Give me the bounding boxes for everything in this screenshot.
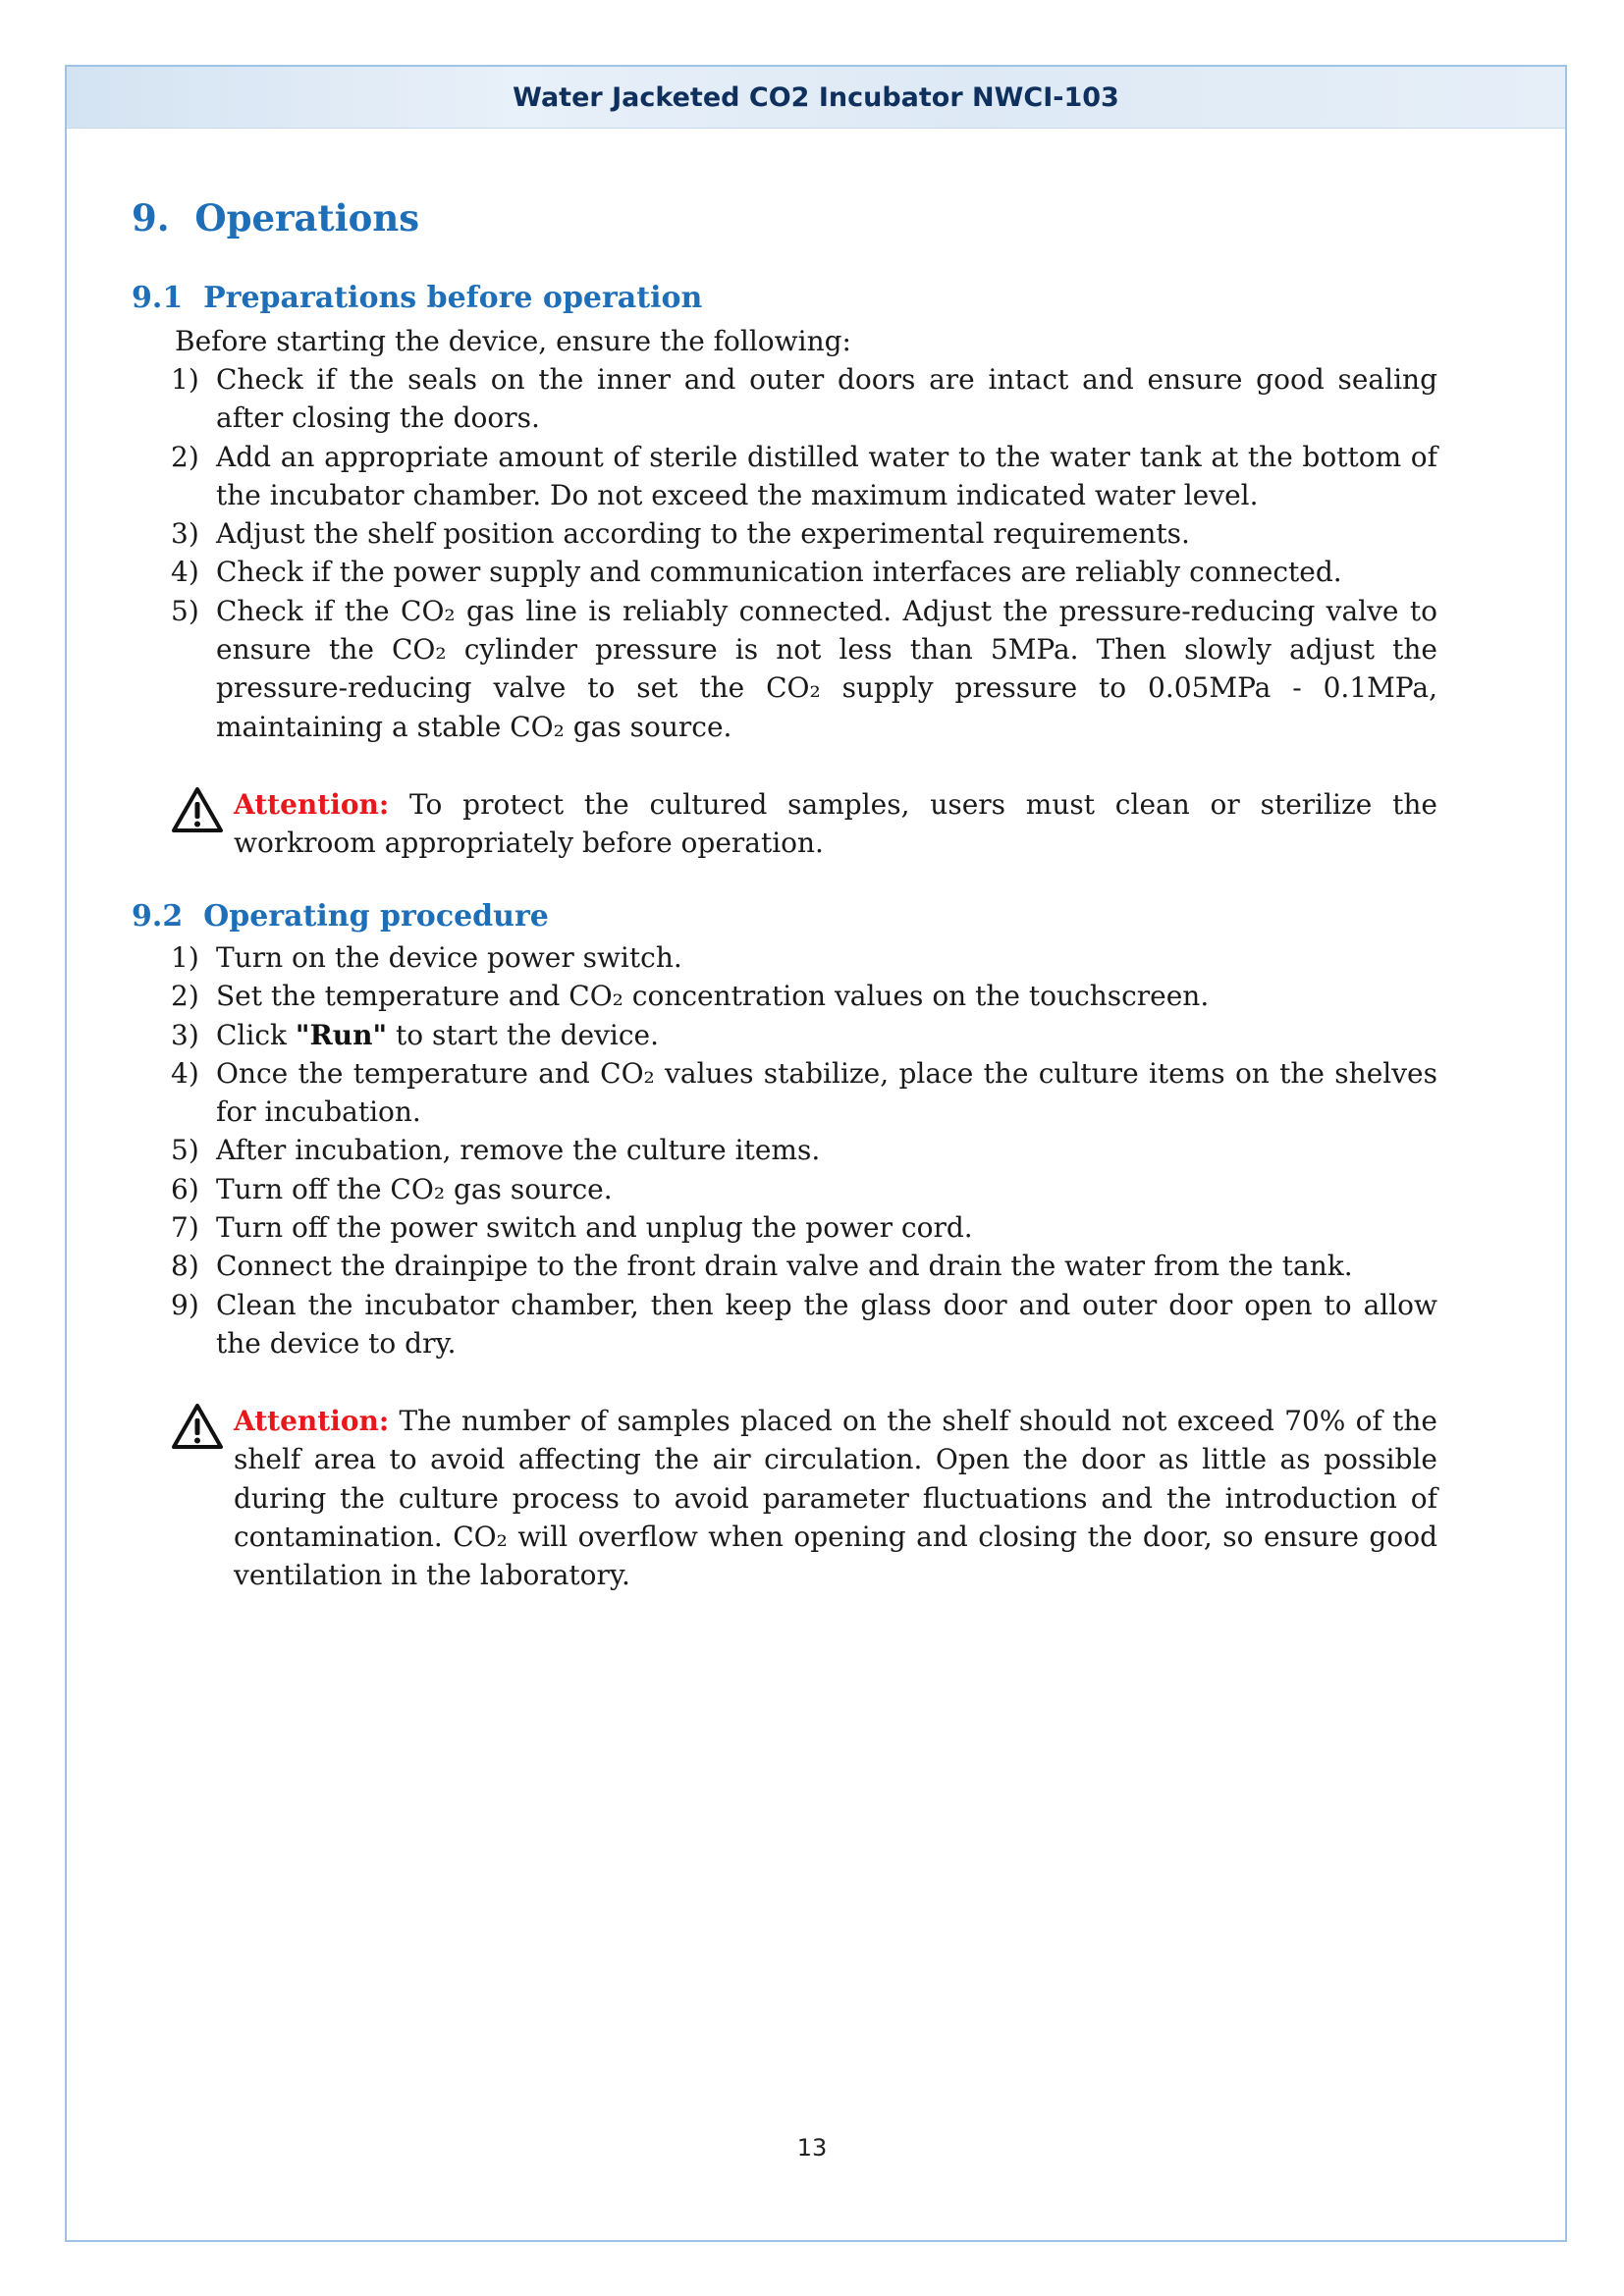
item-text: Add an appropriate amount of sterile distilled water to the water tank at the bottom of the incubator chamber. Do not exceed the maximum indicated water level. bbox=[216, 440, 1437, 511]
item-number: 7) bbox=[171, 1211, 199, 1245]
item-text: Turn off the CO₂ gas source. bbox=[216, 1172, 613, 1205]
subsection-number: 9.2 bbox=[132, 899, 184, 934]
list-item bbox=[171, 1054, 1437, 1132]
item-number: 3) bbox=[171, 517, 199, 551]
item-number: 8) bbox=[171, 1250, 199, 1283]
intro-paragraph: Before starting the device, ensure the following: bbox=[175, 325, 851, 357]
item-number: 5) bbox=[171, 594, 199, 627]
procedure-list bbox=[171, 938, 1437, 1362]
run-label: "Run" bbox=[295, 1018, 388, 1051]
list-item bbox=[171, 592, 1437, 746]
subsection-number: 9.1 bbox=[132, 281, 184, 315]
warning-triangle-icon bbox=[171, 785, 224, 834]
section-heading bbox=[132, 196, 419, 240]
item-number: 1) bbox=[171, 363, 199, 396]
item-text: Turn off the power switch and unplug the power cord. bbox=[216, 1211, 973, 1245]
item-number: 4) bbox=[171, 1056, 199, 1090]
section-title: Operations bbox=[194, 196, 420, 240]
item-number: 3) bbox=[171, 1018, 199, 1051]
item-number: 5) bbox=[171, 1134, 199, 1167]
item-number: 6) bbox=[171, 1172, 199, 1205]
attention-label: Attention: bbox=[234, 788, 390, 821]
item-text: Turn on the device power switch. bbox=[216, 941, 682, 974]
attention-body: The number of samples placed on the shelf should not exceed 70% of the shelf area to avoid affecting the air circulation. Open the door as little as possible during the culture process to avoid parameter fluctuations and the introduction of contamination. CO₂ will overflow when opening and closing the door, so ensure good ventilation in the laboratory. bbox=[234, 1405, 1437, 1592]
item-text: Set the temperature and CO₂ concentration values on the touchscreen. bbox=[216, 980, 1210, 1013]
list-item bbox=[171, 553, 1437, 591]
item-number: 2) bbox=[171, 980, 199, 1013]
item-number: 1) bbox=[171, 941, 199, 974]
item-text-pre: Click bbox=[216, 1018, 296, 1051]
subsection-title: Operating procedure bbox=[203, 899, 549, 934]
subsection-heading-9-1 bbox=[132, 281, 702, 315]
item-text: Once the temperature and CO₂ values stabilize, place the culture items on the shelves for incubation. bbox=[216, 1056, 1437, 1129]
subsection-title: Preparations before operation bbox=[203, 281, 703, 315]
item-number: 4) bbox=[171, 556, 199, 589]
list-item bbox=[171, 1286, 1437, 1363]
attention-text bbox=[234, 785, 1437, 863]
page-header bbox=[67, 67, 1565, 129]
warning-triangle-icon bbox=[171, 1402, 224, 1451]
list-item bbox=[171, 514, 1437, 553]
item-text: Check if the power supply and communication interfaces are reliably connected. bbox=[216, 556, 1342, 589]
list-item bbox=[171, 1247, 1437, 1285]
list-item bbox=[171, 938, 1437, 977]
item-text: Connect the drainpipe to the front drain valve and drain the water from the tank. bbox=[216, 1250, 1353, 1283]
list-item bbox=[171, 360, 1437, 438]
item-number: 9) bbox=[171, 1288, 199, 1321]
item-text-post: to start the device. bbox=[387, 1018, 659, 1051]
item-text: After incubation, remove the culture items. bbox=[216, 1134, 821, 1167]
list-item bbox=[171, 438, 1437, 515]
list-item bbox=[171, 1131, 1437, 1169]
attention-body: To protect the cultured samples, users must clean or sterilize the workroom appropriately before operation. bbox=[234, 788, 1437, 860]
list-item bbox=[171, 1016, 1437, 1054]
attention-text bbox=[234, 1402, 1437, 1594]
list-item bbox=[171, 1208, 1437, 1247]
item-text: Adjust the shelf position according to the experimental requirements. bbox=[216, 517, 1190, 551]
list-item bbox=[171, 1170, 1437, 1208]
list-item bbox=[171, 977, 1437, 1015]
item-text: Check if the seals on the inner and outer doors are intact and ensure good sealing after closing the doors. bbox=[216, 363, 1437, 435]
item-text: Check if the CO₂ gas line is reliably connected. Adjust the pressure-reducing valve to ensure the CO₂ cylinder pressure is not less than 5MPa. Then slowly adjust the pressure-reducing valve to set the CO₂ supply pressure to 0.05MPa - 0.1MPa, maintaining a stable CO₂ gas source. bbox=[216, 594, 1437, 743]
subsection-heading-9-2 bbox=[132, 899, 549, 934]
item-number: 2) bbox=[171, 440, 199, 473]
preparation-list bbox=[171, 360, 1437, 746]
header-title: Water Jacketed CO2 Incubator NWCI-103 bbox=[513, 81, 1119, 113]
attention-label: Attention: bbox=[234, 1405, 390, 1437]
page-number: 13 bbox=[796, 2134, 828, 2162]
item-text: Clean the incubator chamber, then keep the glass door and outer door open to allow the device to dry. bbox=[216, 1288, 1437, 1360]
section-number: 9. bbox=[132, 196, 170, 240]
